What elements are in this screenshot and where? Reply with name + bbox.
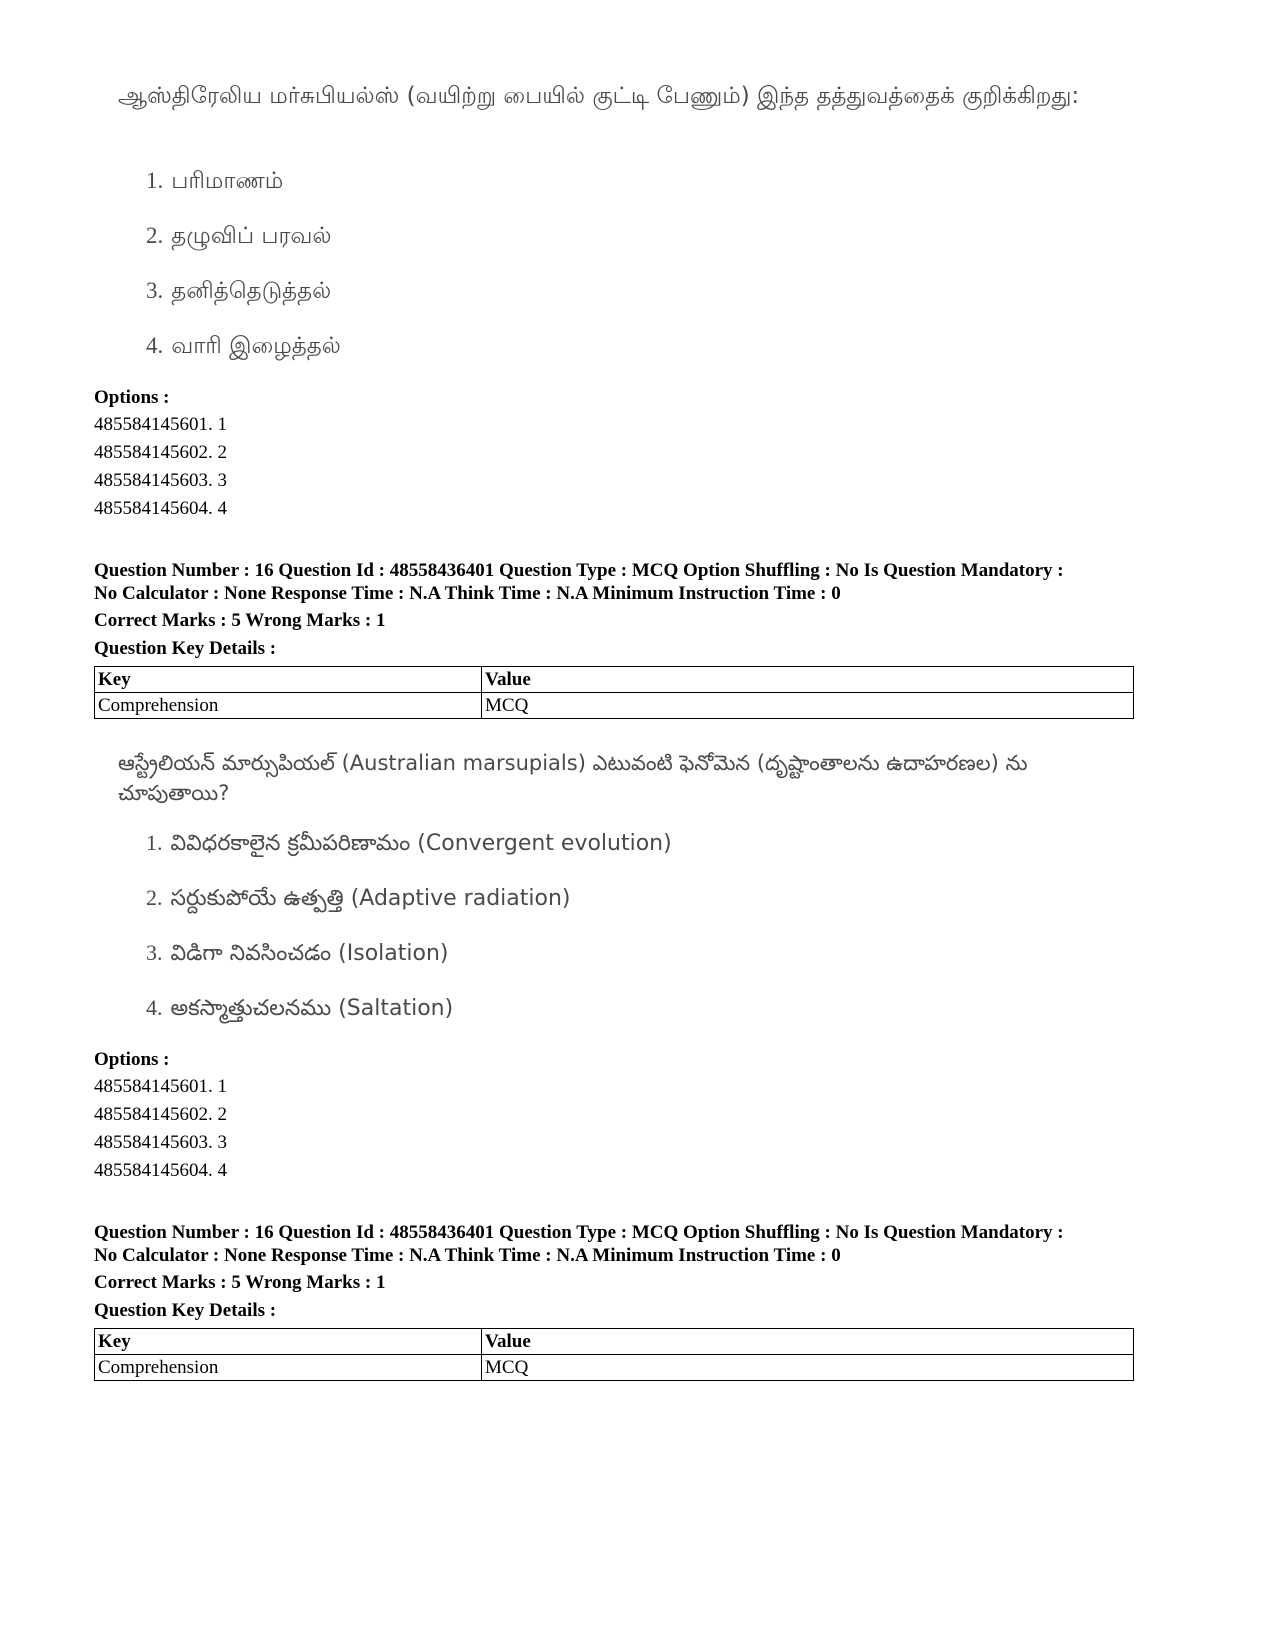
options-heading: Options : [94, 387, 170, 408]
option-text: தழுவிப் பரவல் [171, 223, 332, 249]
option-line: 485584145602. 2 [94, 442, 227, 463]
option-number: 1. [146, 830, 163, 855]
table-cell-value: MCQ [482, 1355, 1134, 1381]
option-number: 2. [146, 223, 164, 248]
option-text: வாரி இழைத்தல் [171, 333, 341, 359]
table-row [95, 1355, 1134, 1381]
option-line: 485584145602. 2 [94, 1104, 227, 1125]
question-meta-line1: Question Number : 16 Question Id : 48558436401 Question Type : MCQ Option Shuffling : No Is Question Mandatory : [94, 1222, 1064, 1243]
question-text: ஆஸ்திரேலிய மர்சுபியல்ஸ் (வயிற்று பையில் குட்டி பேணும்) இந்த தத்துவத்தைக் குறிக்கிறது: [118, 83, 1080, 109]
table-row [95, 693, 1134, 719]
table-cell-key: Comprehension [95, 693, 482, 719]
option-number: 3. [146, 940, 163, 965]
question-option-1 [146, 168, 283, 197]
question-option-1 [146, 830, 672, 861]
table-header-key: Key [95, 1329, 482, 1355]
question-meta-line2: No Calculator : None Response Time : N.A Think Time : N.A Minimum Instruction Time : 0 [94, 1245, 841, 1266]
key-details-heading: Question Key Details : [94, 1300, 277, 1321]
option-line: 485584145601. 1 [94, 1076, 227, 1097]
marks-line: Correct Marks : 5 Wrong Marks : 1 [94, 1272, 386, 1293]
option-text: సర్దుకుపోయే ఉత్పత్తి (Adaptive radiation) [170, 886, 571, 911]
option-text: అకస్మాత్తుచలనము (Saltation) [170, 996, 454, 1021]
option-line: 485584145604. 4 [94, 498, 227, 519]
options-heading: Options : [94, 1049, 170, 1070]
option-line: 485584145601. 1 [94, 414, 227, 435]
question-option-3 [146, 278, 331, 307]
option-number: 4. [146, 333, 164, 358]
question-text: ఆస్ట్రేలియన్ మార్సుపియల్ (Australian marsupials) ఎటువంటి ఫెనోమెన (దృష్టాంతాలను ఉదాహరణల) ను చూపుతాయి? [118, 751, 1028, 805]
option-text: విడిగా నివసించడం (Isolation) [170, 941, 449, 966]
option-text: వివిధరకాలైన క్రమీపరిణామం (Convergent evolution) [170, 831, 672, 856]
table-header-row [95, 1329, 1134, 1355]
option-text: பரிமாணம் [171, 168, 284, 194]
option-text: தனித்தெடுத்தல் [171, 278, 332, 304]
table-cell-key: Comprehension [95, 1355, 482, 1381]
table-cell-value: MCQ [482, 693, 1134, 719]
question-meta-line1: Question Number : 16 Question Id : 48558436401 Question Type : MCQ Option Shuffling : No Is Question Mandatory : [94, 560, 1064, 581]
option-number: 1. [146, 168, 164, 193]
question-meta-line2: No Calculator : None Response Time : N.A Think Time : N.A Minimum Instruction Time : 0 [94, 583, 841, 604]
table-header-value: Value [482, 1329, 1134, 1355]
table-header-row [95, 667, 1134, 693]
option-line: 485584145603. 3 [94, 470, 227, 491]
table-header-key: Key [95, 667, 482, 693]
key-details-heading: Question Key Details : [94, 638, 277, 659]
question-image-tamil [118, 80, 1128, 380]
question-option-2 [146, 885, 570, 916]
marks-line: Correct Marks : 5 Wrong Marks : 1 [94, 610, 386, 631]
key-details-table [94, 1328, 1134, 1381]
question-image-telugu [118, 748, 1128, 1038]
option-number: 4. [146, 995, 163, 1020]
question-option-2 [146, 223, 332, 252]
question-option-4 [146, 995, 453, 1026]
question-option-4 [146, 333, 341, 362]
key-details-table [94, 666, 1134, 719]
option-line: 485584145604. 4 [94, 1160, 227, 1181]
question-option-3 [146, 940, 449, 971]
option-line: 485584145603. 3 [94, 1132, 227, 1153]
option-number: 2. [146, 885, 163, 910]
table-header-value: Value [482, 667, 1134, 693]
option-number: 3. [146, 278, 164, 303]
